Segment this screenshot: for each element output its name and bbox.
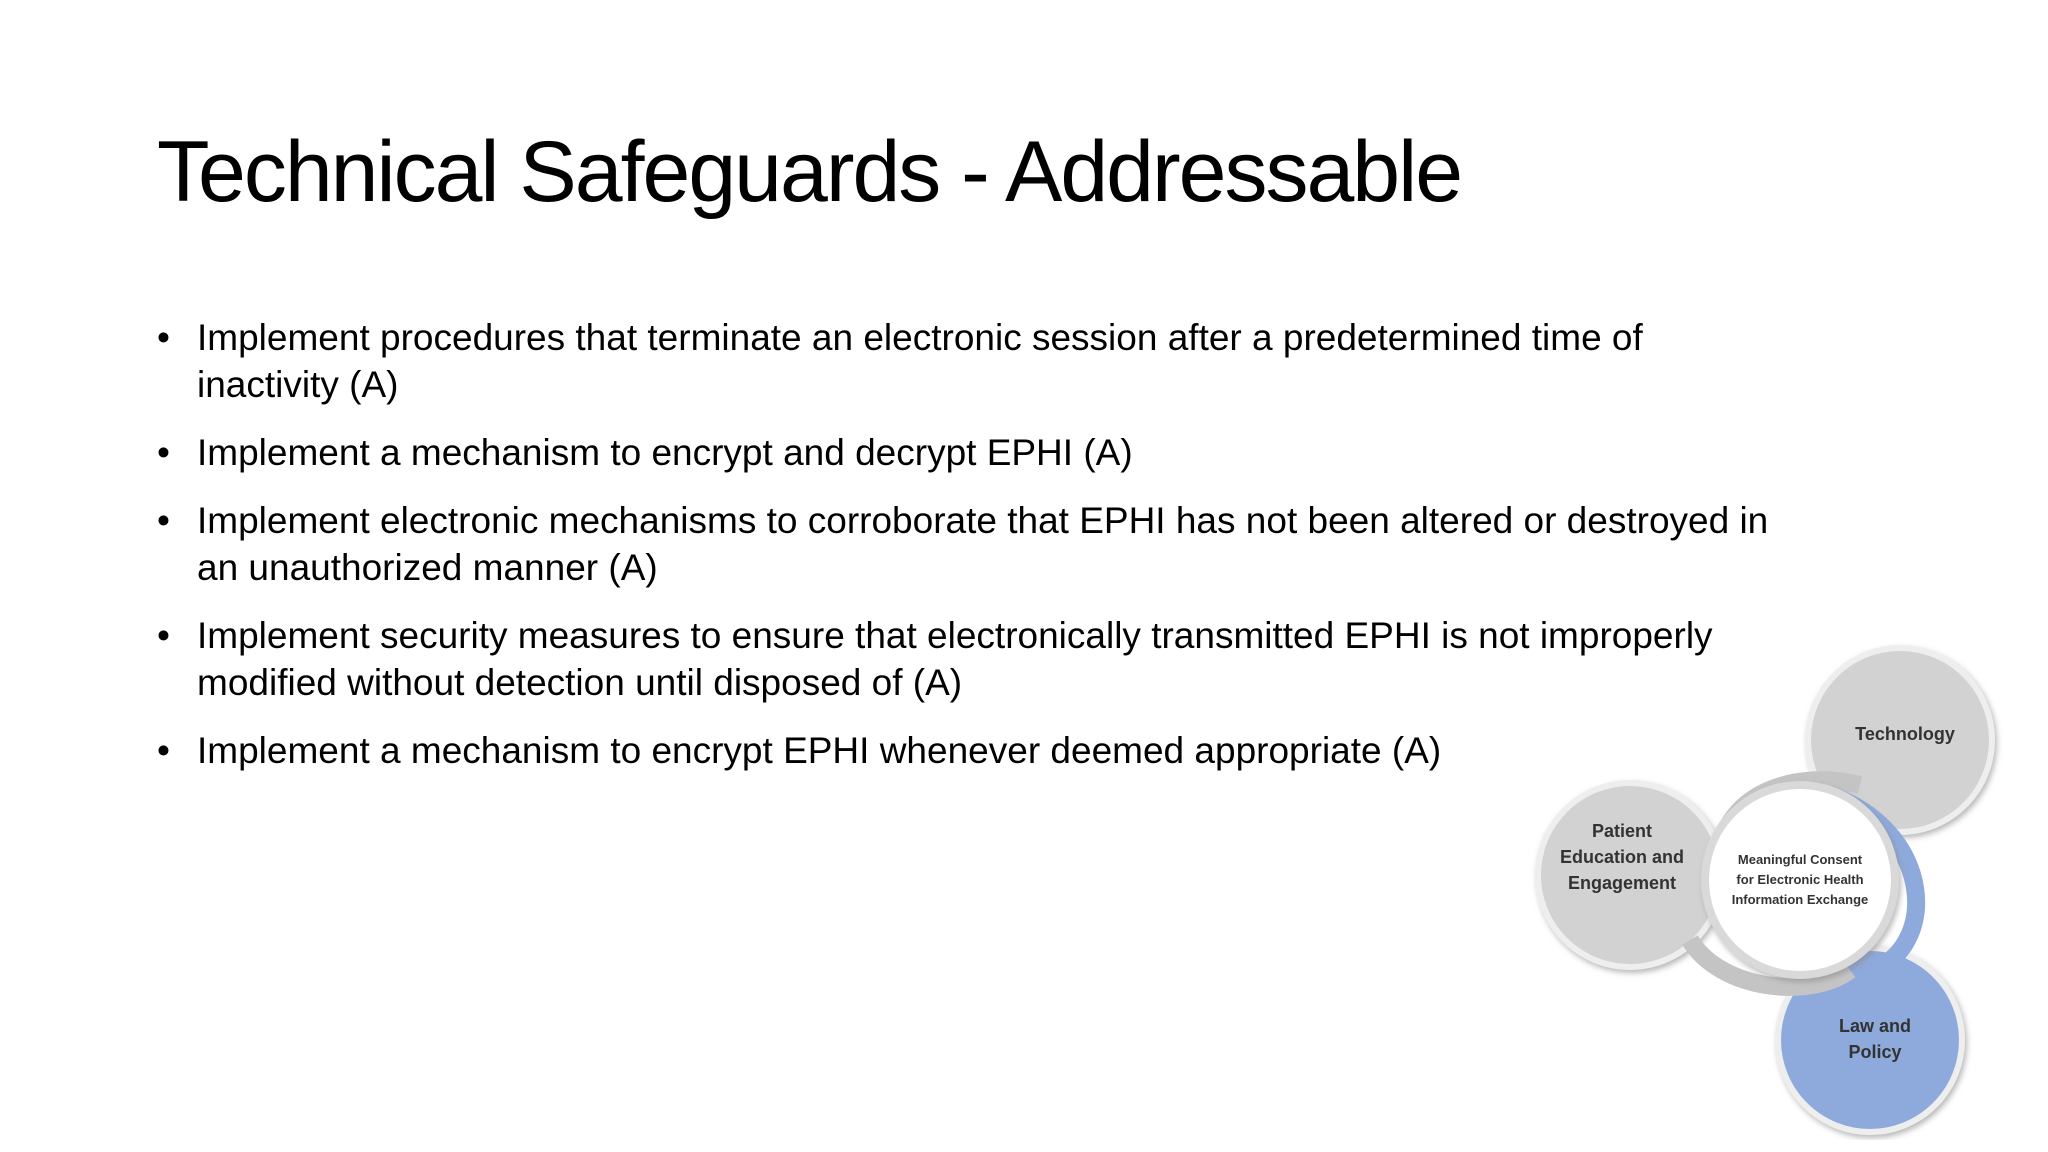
- law-label-line2: Policy: [1848, 1042, 1902, 1062]
- consent-diagram: [1530, 640, 2010, 1140]
- bullet-item: [157, 314, 1897, 408]
- patient-label-line3: Engagement: [1567, 873, 1677, 893]
- bullet-text-line: Implement a mechanism to encrypt and decrypt EPHI (A): [197, 432, 1133, 473]
- bullet-item: [157, 497, 1897, 591]
- bullet-text-line: Implement a mechanism to encrypt EPHI whenever deemed appropriate (A): [197, 730, 1442, 771]
- bullet-text-line: Implement procedures that terminate an electronic session after a predetermined time of: [197, 317, 1643, 358]
- bullet-text-line: an unauthorized manner (A): [197, 547, 658, 588]
- bullet-dot: •: [157, 500, 170, 541]
- bullet-text-line: modified without detection until disposed of (A): [197, 662, 963, 703]
- patient-label-line1: Patient: [1591, 821, 1653, 841]
- bullet-dot: •: [157, 730, 170, 771]
- bullet-dot: •: [157, 432, 170, 473]
- patient-label-line2: Education and: [1559, 847, 1685, 867]
- bullet-text-line: Implement security measures to ensure that electronically transmitted EPHI is not improperly: [197, 615, 1713, 656]
- technology-label: Technology: [1855, 724, 1955, 744]
- bullet-dot: •: [157, 317, 170, 358]
- bullet-dot: •: [157, 615, 170, 656]
- slide-title: Technical Safeguards - Addressable: [157, 124, 1462, 220]
- bullet-text-line: Implement electronic mechanisms to corroborate that EPHI has not been altered or destroyed in: [197, 500, 1769, 541]
- center-label-line3: Information Exchange: [1731, 892, 1869, 907]
- center-label-line1: Meaningful Consent: [1737, 852, 1863, 867]
- bullet-item: [157, 429, 1897, 476]
- center-label-line2: for Electronic Health: [1736, 872, 1864, 887]
- bullet-text-line: inactivity (A): [197, 364, 399, 405]
- law-label-line1: Law and: [1838, 1016, 1912, 1036]
